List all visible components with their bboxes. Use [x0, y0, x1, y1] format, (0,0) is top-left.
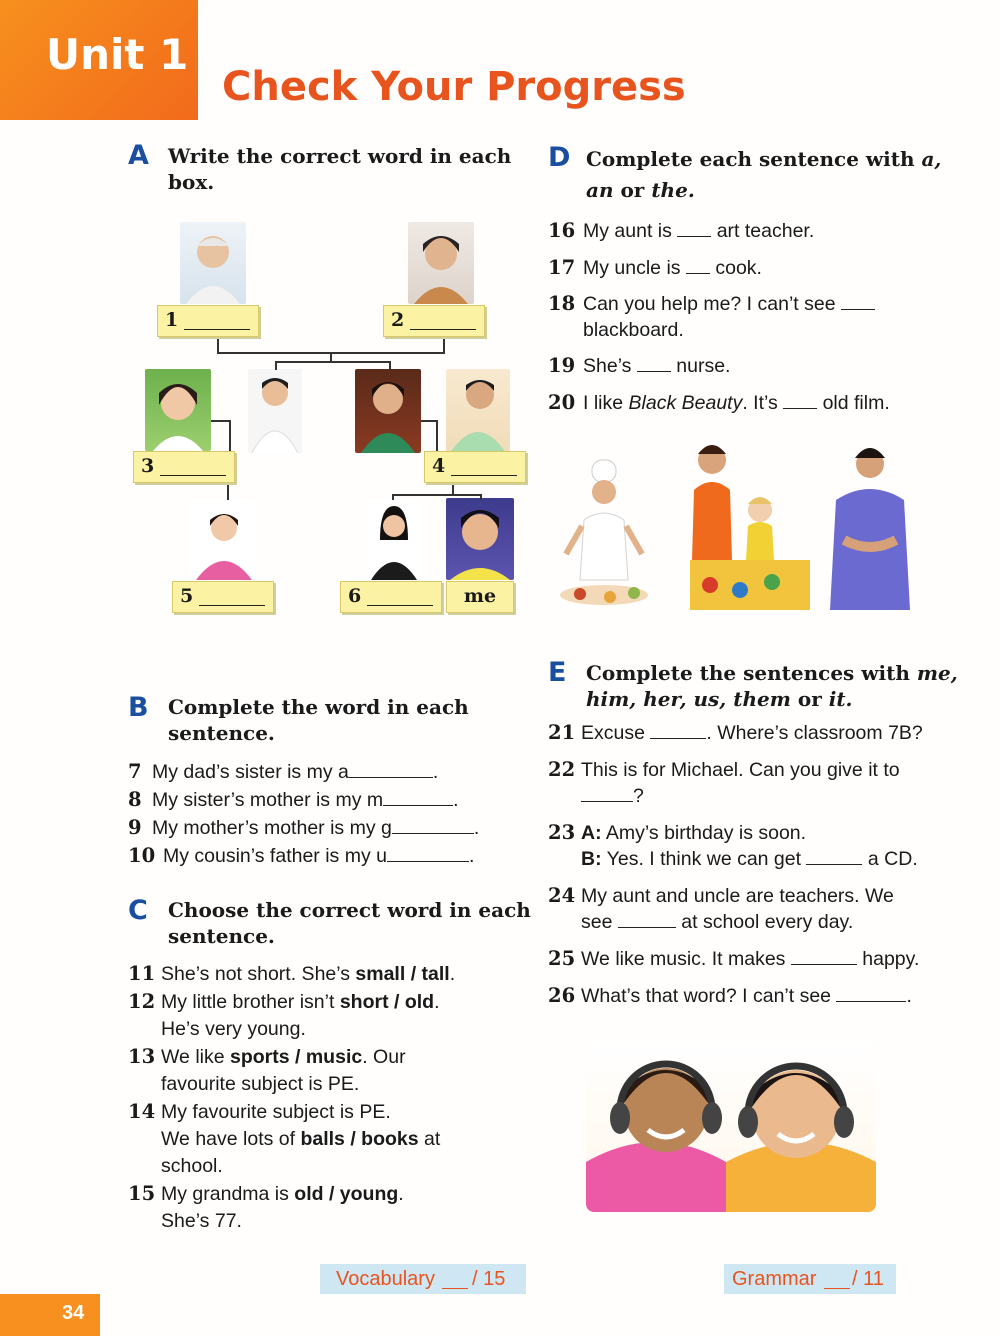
- item-16: [548, 213, 968, 250]
- item-end: .: [473, 817, 480, 839]
- item-text: She’s not short. She’s: [161, 963, 356, 985]
- item-text: cook.: [709, 256, 762, 279]
- section-e-letter: E: [548, 657, 567, 688]
- section-a-letter: A: [128, 140, 149, 171]
- item-number: 14: [128, 1100, 156, 1123]
- item-end: .: [468, 845, 475, 867]
- answer-blank[interactable]: [791, 946, 857, 965]
- tree-line: [389, 361, 391, 370]
- item-number: 16: [548, 219, 576, 242]
- item-text: nurse.: [670, 355, 731, 377]
- item-22: [548, 757, 968, 809]
- tree-line: [436, 420, 438, 452]
- grammar-score-blank[interactable]: [824, 1270, 850, 1289]
- answer-line: [410, 329, 476, 330]
- item-12: [128, 988, 528, 1016]
- item-24: [548, 883, 968, 935]
- item-number: 26: [548, 984, 576, 1007]
- item-text: She’s: [583, 355, 637, 377]
- me-photo: [446, 498, 514, 580]
- heading-text: or: [613, 178, 652, 202]
- item-end: .: [453, 789, 459, 811]
- page-title: Check Your Progress: [222, 64, 686, 110]
- heading-text: or: [790, 687, 829, 711]
- item-text: Yes. I think we can get: [601, 848, 807, 870]
- section-c-heading: [168, 897, 531, 949]
- grandfather-photo: [180, 222, 246, 304]
- answer-box-6[interactable]: [340, 581, 442, 613]
- item-text: happy.: [856, 948, 920, 970]
- item-text: a CD.: [862, 848, 918, 870]
- item-number: 10: [128, 844, 156, 867]
- item-number: 22: [548, 758, 576, 781]
- item-text: My little brother isn’t: [161, 991, 340, 1013]
- section-d-items: [548, 213, 968, 421]
- answer-line: [367, 605, 433, 606]
- item-end: .: [432, 761, 439, 783]
- section-a-heading-line2: box.: [168, 170, 215, 194]
- girls-headphones-photo: [586, 1040, 876, 1212]
- item-text: We like music. It makes: [581, 948, 791, 970]
- answer-line: [184, 329, 250, 330]
- item-text: My cousin’s father is my u: [163, 845, 387, 867]
- page-number-tab: [0, 1294, 100, 1336]
- item-title-italic: Black Beauty: [628, 391, 743, 414]
- vocabulary-score-blank[interactable]: [442, 1270, 468, 1289]
- answer-box-2[interactable]: [383, 305, 485, 337]
- item-text: I like: [583, 391, 629, 414]
- section-e-heading: [586, 660, 958, 712]
- tree-line: [227, 482, 229, 500]
- item-text: . Our: [362, 1046, 406, 1068]
- heading-italic: an: [586, 178, 614, 202]
- answer-blank[interactable]: [387, 843, 469, 862]
- item-text: school.: [161, 1155, 223, 1177]
- item-number: 9: [128, 816, 142, 839]
- section-b-letter: B: [128, 692, 149, 723]
- item-number: 20: [548, 390, 576, 414]
- answer-box-5[interactable]: [172, 581, 274, 613]
- item-number: 24: [548, 884, 576, 907]
- answer-box-4[interactable]: [424, 451, 526, 483]
- heading-italic: a,: [921, 147, 942, 171]
- item-25: [548, 946, 968, 972]
- item-number: 18: [548, 292, 576, 315]
- me-label: me: [463, 585, 497, 607]
- cousin-photo: [190, 500, 256, 580]
- answer-blank[interactable]: [686, 255, 710, 274]
- item-text: . It’s: [742, 391, 784, 414]
- choice-options[interactable]: balls / books: [300, 1128, 419, 1150]
- section-c-letter: C: [128, 895, 148, 926]
- item-text: ?: [633, 785, 644, 807]
- answer-box-1[interactable]: [157, 305, 259, 337]
- item-text: We have lots of: [161, 1128, 301, 1150]
- item-20: [548, 385, 968, 422]
- tree-line: [392, 494, 394, 500]
- section-a-heading: [168, 143, 511, 195]
- item-text: .: [449, 963, 456, 985]
- item-13: [128, 1043, 528, 1071]
- tree-line: [275, 361, 390, 363]
- answer-blank[interactable]: [392, 815, 474, 834]
- answer-line: [199, 605, 265, 606]
- item-text: .: [906, 985, 912, 1007]
- answer-blank[interactable]: [637, 353, 671, 372]
- item-text: at school every day.: [675, 911, 854, 933]
- item-text: She’s 77.: [161, 1210, 242, 1232]
- section-c-items: [128, 960, 528, 1235]
- tree-line: [217, 335, 219, 353]
- tree-line: [211, 420, 231, 422]
- unit-label: Unit 1: [46, 30, 189, 79]
- answer-blank[interactable]: [783, 390, 817, 409]
- speaker-a: A:: [581, 822, 602, 844]
- item-21: [548, 720, 968, 746]
- vocabulary-score: [320, 1264, 526, 1294]
- item-9: [128, 814, 528, 842]
- heading-italic: him, her, us, them: [586, 687, 791, 711]
- item-text: blackboard.: [583, 319, 684, 341]
- grammar-score: [724, 1264, 896, 1294]
- item-23: [548, 820, 968, 872]
- item-number: 12: [128, 990, 156, 1013]
- section-d-letter: D: [548, 142, 571, 173]
- item-text: at: [418, 1128, 441, 1150]
- answer-box-3[interactable]: [133, 451, 235, 483]
- box-number: 6: [348, 585, 362, 607]
- answer-blank[interactable]: [836, 983, 906, 1002]
- item-text: art teacher.: [711, 220, 815, 242]
- tree-line: [229, 420, 231, 452]
- answer-blank[interactable]: [383, 787, 453, 806]
- item-number: 15: [128, 1182, 156, 1205]
- item-text: Can you help me? I can’t see: [583, 293, 841, 315]
- heading-italic: me,: [916, 661, 958, 685]
- tree-line: [443, 335, 445, 353]
- section-d-heading-line2: [586, 175, 941, 206]
- box-number: 3: [141, 455, 155, 477]
- item-15: [128, 1180, 528, 1208]
- answer-blank[interactable]: [806, 846, 862, 865]
- box-number: 1: [165, 309, 179, 331]
- item-8: [128, 786, 528, 814]
- item-number: 11: [128, 962, 156, 985]
- heading-italic: the.: [651, 178, 695, 202]
- item-text: see: [581, 911, 618, 933]
- section-b-items: [128, 758, 528, 870]
- answer-line: [160, 475, 226, 476]
- section-c-heading-line2: sentence.: [168, 924, 275, 948]
- item-text: Amy’s birthday is soon.: [601, 822, 807, 844]
- speaker-b: B:: [581, 848, 602, 870]
- item-text: My aunt and uncle are teachers. We: [581, 885, 894, 907]
- heading-text: Complete each sentence with: [586, 147, 922, 171]
- vocabulary-total: / 15: [472, 1268, 506, 1290]
- father-photo: [446, 369, 510, 453]
- section-b-heading-line1: Complete the word in each: [168, 695, 469, 719]
- item-text: My favourite subject is PE.: [161, 1101, 391, 1123]
- item-text: We like: [161, 1046, 230, 1068]
- item-text: My mother’s mother is my g: [152, 817, 392, 839]
- section-d-heading: [586, 144, 941, 206]
- item-19: [548, 348, 968, 385]
- item-14: [128, 1098, 528, 1126]
- answer-blank[interactable]: [618, 909, 676, 928]
- aunt-photo: [145, 369, 211, 451]
- item-number: 13: [128, 1045, 156, 1068]
- unit-tab: [0, 0, 198, 120]
- item-number: 23: [548, 821, 576, 844]
- section-e-heading-line2: [586, 686, 958, 712]
- heading-italic: it.: [828, 687, 853, 711]
- choice-options[interactable]: old / young: [294, 1183, 399, 1205]
- answer-blank[interactable]: [349, 759, 433, 778]
- item-text: .: [434, 991, 440, 1013]
- item-text: My sister’s mother is my m: [152, 789, 384, 811]
- item-number: 7: [128, 760, 142, 783]
- grammar-label: Grammar: [732, 1268, 817, 1290]
- item-text: .: [398, 1183, 404, 1205]
- tree-line: [421, 420, 437, 422]
- item-text: favourite subject is PE.: [161, 1073, 360, 1095]
- answer-blank[interactable]: [581, 783, 633, 802]
- section-a-heading-line1: Write the correct word in each: [168, 144, 512, 168]
- choice-options[interactable]: short / old: [339, 991, 435, 1013]
- page-number: 34: [62, 1302, 85, 1324]
- tree-line: [275, 361, 277, 370]
- item-text: My dad’s sister is my a: [152, 761, 349, 783]
- box-number: 2: [391, 309, 405, 331]
- heading-text: Complete the sentences with: [586, 661, 917, 685]
- answer-line: [451, 475, 517, 476]
- grammar-total: / 11: [852, 1268, 884, 1290]
- item-number: 25: [548, 947, 576, 970]
- item-11: [128, 960, 528, 988]
- section-d-heading-line1: [586, 144, 941, 175]
- section-b-heading-line2: sentence.: [168, 721, 275, 745]
- section-b-heading: [168, 694, 469, 746]
- mother-photo: [355, 369, 421, 453]
- item-text: What’s that word? I can’t see: [581, 985, 837, 1007]
- sister-photo: [367, 500, 421, 580]
- item-text: . Where’s classroom 7B?: [706, 722, 923, 744]
- choice-options[interactable]: small / tall: [355, 963, 450, 985]
- me-box: [446, 581, 514, 613]
- item-number: 17: [548, 255, 576, 279]
- answer-blank[interactable]: [677, 218, 711, 237]
- item-14-line2: [128, 1126, 528, 1153]
- tree-line: [480, 494, 482, 500]
- item-10: [128, 842, 528, 870]
- item-text: He’s very young.: [161, 1018, 306, 1040]
- grandmother-photo: [408, 222, 474, 304]
- item-number: 21: [548, 721, 576, 744]
- item-text: My uncle is: [583, 256, 686, 279]
- answer-blank[interactable]: [841, 291, 875, 310]
- item-number: 8: [128, 788, 142, 811]
- vocabulary-label: Vocabulary: [336, 1268, 435, 1290]
- item-text: This is for Michael. Can you give it to: [581, 759, 900, 781]
- choice-options[interactable]: sports / music: [230, 1046, 363, 1068]
- box-number: 5: [180, 585, 194, 607]
- uncle-photo: [248, 369, 302, 453]
- item-text: My grandma is: [161, 1183, 295, 1205]
- item-number: 19: [548, 354, 576, 377]
- section-e-items: [548, 720, 968, 1009]
- box-number: 4: [432, 455, 446, 477]
- item-text: Excuse: [581, 722, 651, 744]
- tree-line: [392, 494, 482, 496]
- occupations-illustration: [560, 440, 930, 615]
- item-7: [128, 758, 528, 786]
- item-18: [548, 286, 968, 348]
- section-e-heading-line1: [586, 660, 958, 686]
- item-text: old film.: [817, 391, 890, 414]
- item-17: [548, 250, 968, 287]
- item-text: My aunt is: [583, 220, 678, 242]
- answer-blank[interactable]: [650, 720, 706, 739]
- section-c-heading-line1: Choose the correct word in each: [168, 898, 531, 922]
- item-26: [548, 983, 968, 1009]
